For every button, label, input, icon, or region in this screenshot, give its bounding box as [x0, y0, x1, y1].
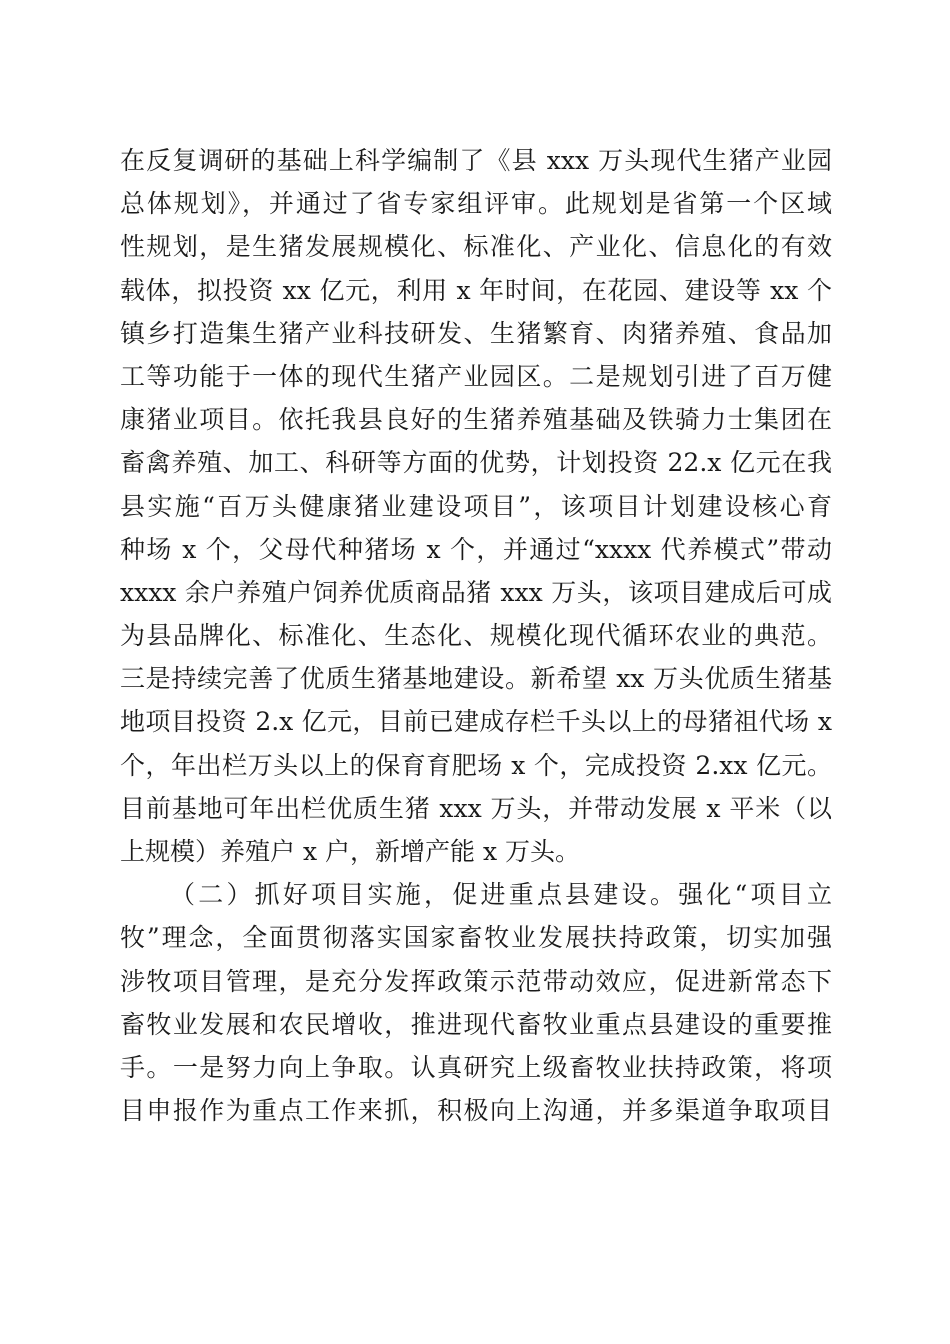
- text-line: 地项目投资 2.x 亿元，目前已建成存栏千头以上的母猪祖代场 x: [120, 707, 832, 737]
- section-heading-line: （二）抓好项目实施，促进重点县建设。强化“项目立: [170, 880, 832, 910]
- text-line: 县实施“百万头健康猪业建设项目”，该项目计划建设核心育: [120, 491, 832, 521]
- text-line: 目前基地可年出栏优质生猪 xxx 万头，并带动发展 x 平米（以: [120, 793, 832, 823]
- text-line: 畜牧业发展和农民增收，推进现代畜牧业重点县建设的重要推: [120, 1009, 832, 1039]
- text-line: 康猪业项目。依托我县良好的生猪养殖基础及铁骑力士集团在: [120, 405, 832, 435]
- text-line: 手。一是努力向上争取。认真研究上级畜牧业扶持政策，将项: [120, 1052, 832, 1082]
- text-line: 性规划，是生猪发展规模化、标准化、产业化、信息化的有效: [120, 232, 832, 262]
- text-line: 牧”理念，全面贯彻落实国家畜牧业发展扶持政策，切实加强: [120, 923, 832, 953]
- text-line: 种场 x 个，父母代种猪场 x 个，并通过“xxxx 代养模式”带动: [120, 534, 832, 564]
- text-line: 为县品牌化、标准化、生态化、规模化现代循环农业的典范。: [120, 621, 832, 651]
- text-line: 畜禽养殖、加工、科研等方面的优势，计划投资 22.x 亿元在我: [120, 448, 832, 478]
- text-line: 目申报作为重点工作来抓，积极向上沟通，并多渠道争取项目: [120, 1096, 832, 1126]
- text-line: 工等功能于一体的现代生猪产业园区。二是规划引进了百万健: [120, 361, 832, 391]
- text-line: xxxx 余户养殖户饲养优质商品猪 xxx 万头，该项目建成后可成: [120, 577, 832, 607]
- text-line: 载体，拟投资 xx 亿元，利用 x 年时间，在花园、建设等 xx 个: [120, 275, 832, 305]
- text-line: 三是持续完善了优质生猪基地建设。新希望 xx 万头优质生猪基: [120, 664, 832, 694]
- text-line: 镇乡打造集生猪产业科技研发、生猪繁育、肉猪养殖、食品加: [120, 318, 832, 348]
- paragraph-end-line: 上规模）养殖户 x 户，新增产能 x 万头。: [120, 837, 580, 866]
- text-line: 个，年出栏万头以上的保育育肥场 x 个，完成投资 2.xx 亿元。: [120, 750, 832, 780]
- text-line: 在反复调研的基础上科学编制了《县 xxx 万头现代生猪产业园: [120, 146, 832, 175]
- text-line: 总体规划》，并通过了省专家组评审。此规划是省第一个区域: [120, 189, 832, 219]
- body-text: [120, 139, 832, 1132]
- text-line: 涉牧项目管理，是充分发挥政策示范带动效应，促进新常态下: [120, 966, 832, 996]
